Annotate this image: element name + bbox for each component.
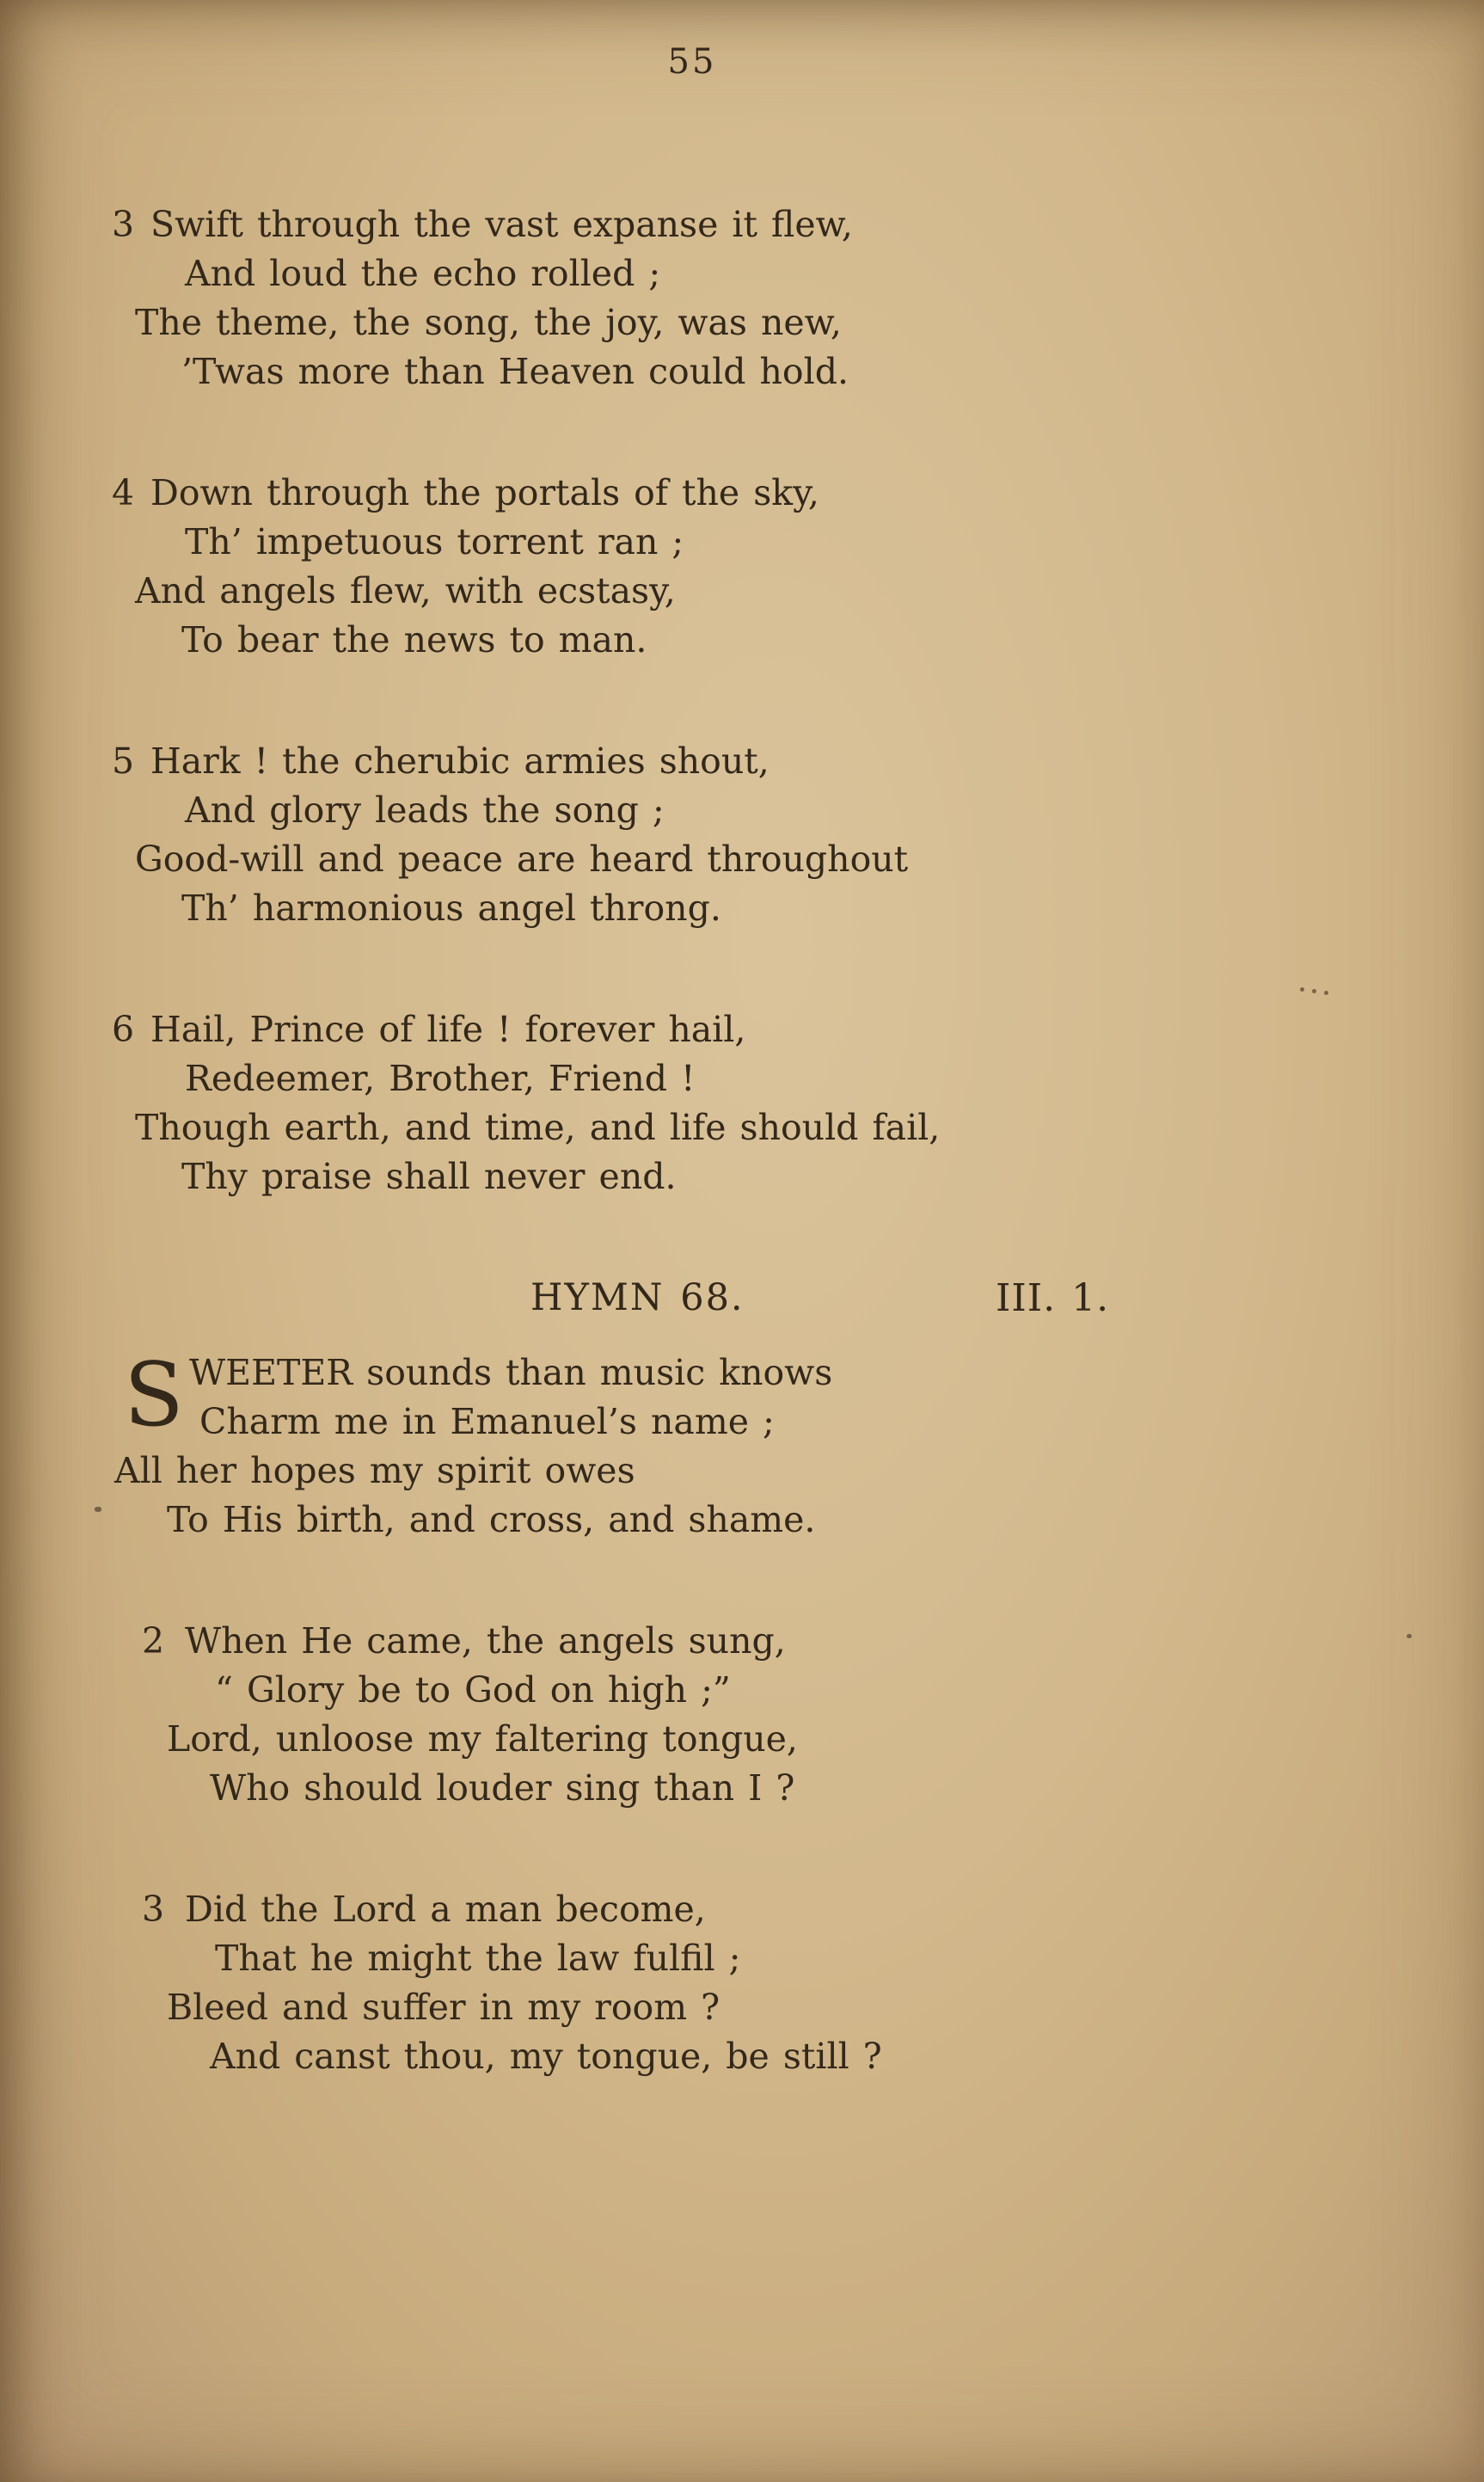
hymn-verse-2 <box>112 1617 1424 1813</box>
page-number: 55 <box>667 42 717 82</box>
verse-line: ’Twas more than Heaven could hold. <box>181 351 849 392</box>
hymn-verse-1 <box>112 1344 1424 1545</box>
verse-line: Good-will and peace are heard throughout <box>135 839 909 880</box>
verse-4 <box>112 469 1424 665</box>
verse-3 <box>112 200 1424 396</box>
verse-number: 5 <box>112 740 135 782</box>
verse-5 <box>112 737 1424 933</box>
verse-line-text: Hark ! the cherubic armies shout, <box>150 740 770 782</box>
verse-number: 6 <box>112 1009 135 1050</box>
verse-line: And loud the echo rolled ; <box>185 253 661 294</box>
verse-line <box>112 200 1424 249</box>
verse-line: And angels flew, with ecstasy, <box>135 570 676 611</box>
verse-6 <box>112 1005 1424 1201</box>
verse-line <box>112 737 1424 786</box>
verse-line: Though earth, and time, and life should fail, <box>135 1107 941 1148</box>
verse-line <box>142 1617 1424 1666</box>
verse-line: Who should louder sing than I ? <box>210 1767 795 1809</box>
page-content <box>112 200 1424 2153</box>
verse-line: And glory leads the song ; <box>185 789 665 831</box>
verse-line: WEETER sounds than music knows <box>189 1352 833 1393</box>
verse-line: Th’ impetuous torrent ran ; <box>185 521 684 562</box>
verse-line: To His birth, and cross, and shame. <box>167 1499 816 1540</box>
verse-number: 2 <box>142 1620 165 1662</box>
verse-line: And canst thou, my tongue, be still ? <box>210 2036 882 2077</box>
verse-line: Thy praise shall never end. <box>181 1156 677 1197</box>
verse-line <box>112 469 1424 518</box>
verse-number: 4 <box>112 472 135 513</box>
hymn-title: HYMN 68. <box>530 1276 745 1319</box>
verse-number: 3 <box>142 1889 165 1930</box>
hymn-verse-3 <box>112 1885 1424 2081</box>
verse-line <box>112 1005 1424 1054</box>
verse-line-text: Hail, Prince of life ! forever hail, <box>150 1009 746 1050</box>
verse-line: All her hopes my spirit owes <box>114 1450 635 1491</box>
hymn-meter: III. 1. <box>996 1276 1110 1320</box>
verse-line: To bear the news to man. <box>181 619 647 660</box>
verse-line: “ Glory be to God on high ;” <box>215 1669 731 1711</box>
dropcap-block <box>124 1344 1424 1447</box>
verse-number: 3 <box>112 204 135 245</box>
hymn-heading <box>112 1274 1424 1323</box>
verse-line: Lord, unloose my faltering tongue, <box>167 1718 798 1760</box>
dropcap-initial: S <box>124 1344 184 1447</box>
verse-line: Charm me in Emanuel’s name ; <box>199 1401 775 1442</box>
verse-line: Redeemer, Brother, Friend ! <box>185 1058 696 1099</box>
verse-line-text: Down through the portals of the sky, <box>150 472 819 513</box>
verse-line: That he might the law fulfil ; <box>215 1938 741 1979</box>
verse-line-text: When He came, the angels sung, <box>185 1620 786 1662</box>
verse-line: Bleed and suffer in my room ? <box>167 1987 721 2028</box>
paper-speck <box>95 1507 101 1512</box>
verse-line: The theme, the song, the joy, was new, <box>135 302 842 343</box>
paper-speck <box>1300 987 1304 992</box>
verse-line <box>142 1885 1424 1934</box>
paper-speck <box>1407 1634 1412 1638</box>
verse-line: Th’ harmonious angel throng. <box>181 888 721 929</box>
verse-line-text: Swift through the vast expanse it flew, <box>150 204 853 245</box>
verse-line-text: Did the Lord a man become, <box>185 1889 706 1930</box>
dropcap-lines <box>189 1349 832 1447</box>
